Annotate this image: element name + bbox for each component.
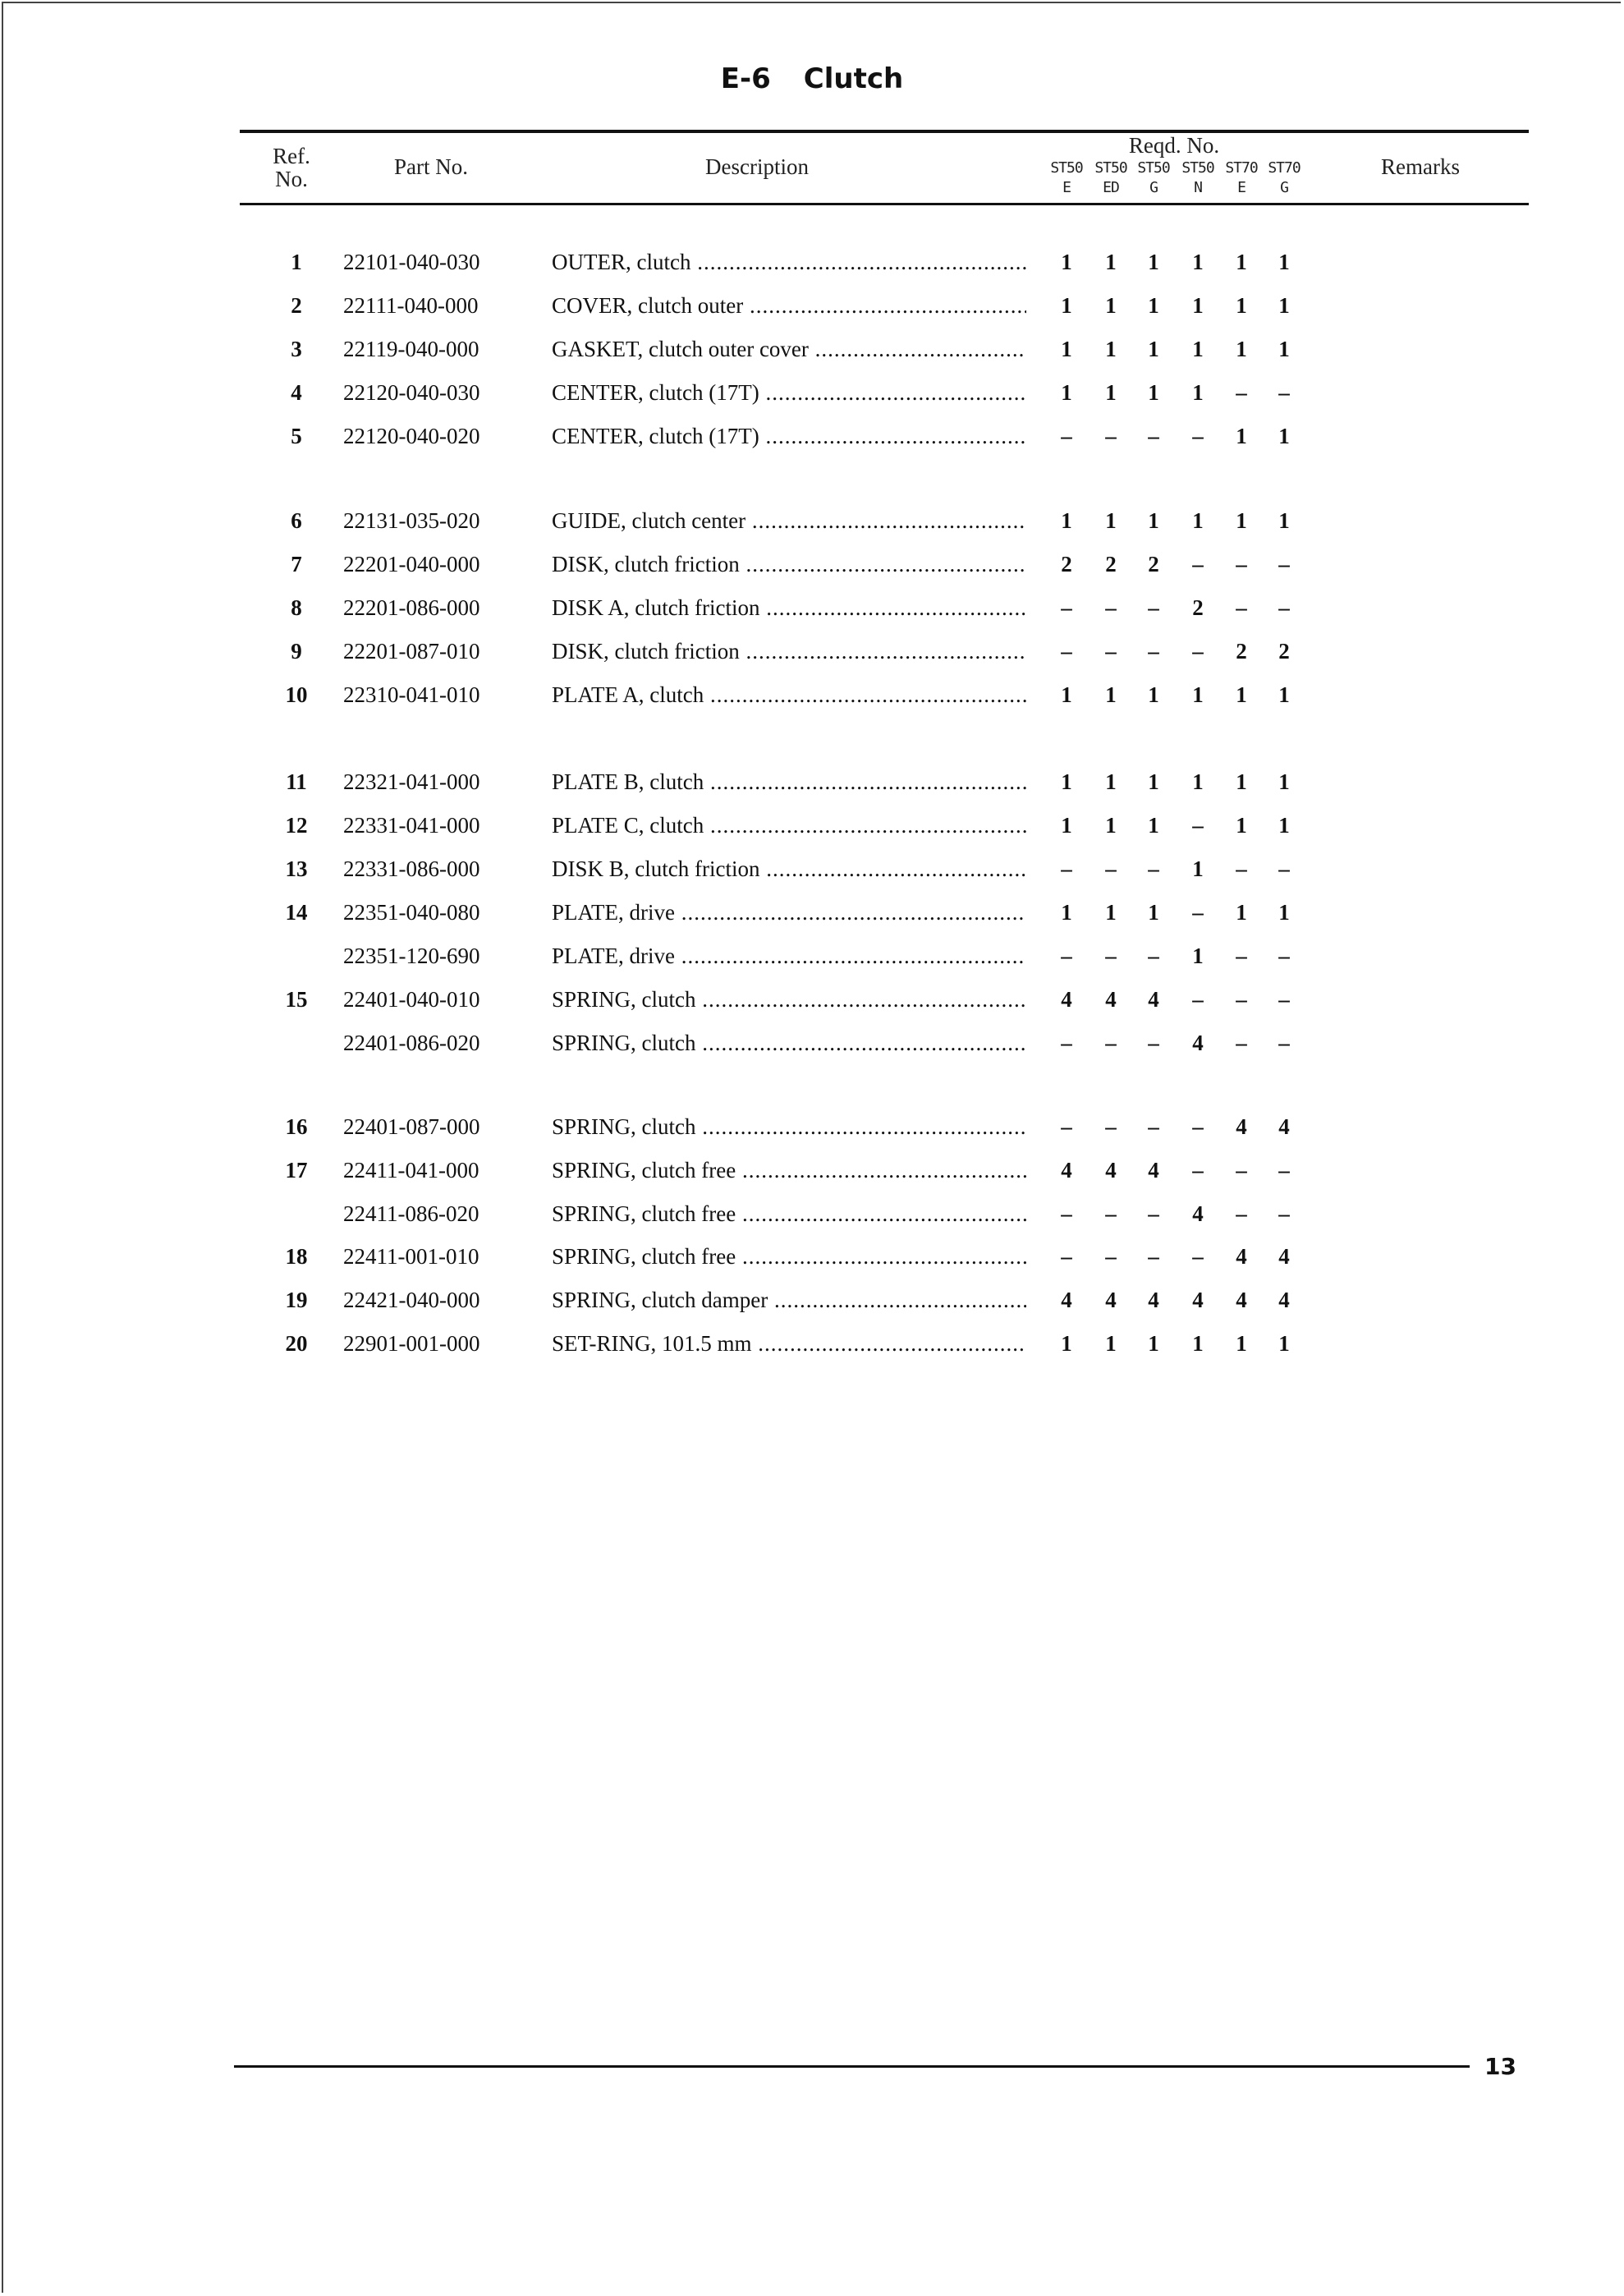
quantity-cell: 1 <box>1192 337 1204 361</box>
quantity-cell: – <box>1192 1244 1204 1269</box>
quantity-cell: – <box>1061 1114 1072 1139</box>
quantity-cell: 1 <box>1061 250 1072 274</box>
model-line2: G <box>1280 179 1288 196</box>
part-description: CENTER, clutch (17T) ..... <box>552 420 1026 452</box>
part-description: PLATE C, clutch ..... <box>552 809 1026 842</box>
table-row <box>0 1110 1624 1143</box>
quantity-cell: – <box>1148 1114 1159 1139</box>
part-number: 22411-041-000 <box>343 1158 479 1182</box>
ref-number: 9 <box>291 639 302 664</box>
quantity-cell: 1 <box>1278 682 1290 707</box>
quantity-cell: – <box>1061 595 1072 620</box>
quantity-cell: 1 <box>1105 508 1117 533</box>
quantity-cell: 1 <box>1278 769 1290 794</box>
part-description: PLATE B, clutch ..... <box>552 765 1026 798</box>
quantity-cell: 1 <box>1105 337 1117 361</box>
quantity-cell: 1 <box>1061 813 1072 838</box>
part-number: 22119-040-000 <box>343 337 479 361</box>
quantity-cell: 4 <box>1278 1114 1290 1139</box>
model-line1: ST50 <box>1137 159 1170 177</box>
quantity-cell: – <box>1278 1158 1290 1182</box>
part-description: SPRING, clutch ..... <box>552 1026 1026 1059</box>
quantity-cell: 4 <box>1278 1244 1290 1269</box>
part-number: 22421-040-000 <box>343 1288 480 1312</box>
quantity-cell: – <box>1278 987 1290 1012</box>
model-line2: G <box>1149 179 1158 196</box>
header-ref-line2: No. <box>275 167 308 191</box>
quantity-cell: 1 <box>1105 769 1117 794</box>
table-row <box>0 246 1624 278</box>
ref-number: 7 <box>291 552 302 576</box>
table-row <box>0 1026 1624 1059</box>
quantity-cell: 4 <box>1236 1244 1247 1269</box>
quantity-cell: 1 <box>1192 250 1204 274</box>
quantity-cell: 1 <box>1061 380 1072 405</box>
ref-number: 16 <box>285 1114 308 1139</box>
quantity-cell: 1 <box>1236 508 1247 533</box>
quantity-cell: 1 <box>1278 1331 1290 1356</box>
quantity-cell: 1 <box>1278 424 1290 448</box>
quantity-cell: 1 <box>1192 682 1204 707</box>
quantity-cell: 4 <box>1061 987 1072 1012</box>
table-row <box>0 678 1624 711</box>
model-line1: ST70 <box>1225 159 1258 177</box>
part-description: SPRING, clutch ..... <box>552 1110 1026 1143</box>
quantity-cell: 1 <box>1105 813 1117 838</box>
quantity-cell: – <box>1236 380 1247 405</box>
quantity-cell: 2 <box>1105 552 1117 576</box>
model-column-header <box>1044 158 1089 198</box>
table-row <box>0 289 1624 322</box>
quantity-cell: 1 <box>1278 250 1290 274</box>
ref-number: 1 <box>291 250 302 274</box>
part-number: 22201-040-000 <box>343 552 480 576</box>
quantity-cell: 1 <box>1061 337 1072 361</box>
quantity-cell: – <box>1105 856 1117 881</box>
quantity-cell: – <box>1192 1158 1204 1182</box>
quantity-cell: – <box>1236 595 1247 620</box>
quantity-cell: 1 <box>1061 900 1072 925</box>
quantity-cell: – <box>1278 1031 1290 1055</box>
quantity-cell: 1 <box>1105 380 1117 405</box>
quantity-cell: 4 <box>1105 987 1117 1012</box>
part-number: 22351-120-690 <box>343 944 480 968</box>
quantity-cell: – <box>1236 856 1247 881</box>
quantity-cell: – <box>1148 1244 1159 1269</box>
quantity-cell: – <box>1061 1244 1072 1269</box>
quantity-cell: 1 <box>1148 508 1159 533</box>
part-description: DISK, clutch friction ..... <box>552 635 1026 668</box>
quantity-cell: – <box>1061 639 1072 664</box>
quantity-cell: – <box>1061 424 1072 448</box>
part-number: 22411-086-020 <box>343 1201 479 1226</box>
quantity-cell: – <box>1148 639 1159 664</box>
quantity-cell: 4 <box>1148 1288 1159 1312</box>
quantity-cell: – <box>1236 1158 1247 1182</box>
part-description: GASKET, clutch outer cover ..... <box>552 333 1026 365</box>
table-row <box>0 852 1624 885</box>
quantity-cell: 1 <box>1061 769 1072 794</box>
quantity-cell: 2 <box>1236 639 1247 664</box>
quantity-cell: 1 <box>1192 293 1204 318</box>
quantity-cell: – <box>1278 944 1290 968</box>
model-line2: E <box>1062 179 1071 196</box>
quantity-cell: 2 <box>1148 552 1159 576</box>
quantity-cell: – <box>1236 987 1247 1012</box>
table-row <box>0 548 1624 581</box>
table-row <box>0 765 1624 798</box>
quantity-cell: 1 <box>1192 508 1204 533</box>
part-description: SPRING, clutch free ..... <box>552 1240 1026 1273</box>
quantity-cell: 1 <box>1192 380 1204 405</box>
quantity-cell: 1 <box>1105 250 1117 274</box>
quantity-cell: 1 <box>1148 682 1159 707</box>
quantity-cell: – <box>1148 595 1159 620</box>
quantity-cell: – <box>1105 639 1117 664</box>
table-row <box>0 939 1624 972</box>
quantity-cell: 4 <box>1105 1158 1117 1182</box>
quantity-cell: – <box>1236 944 1247 968</box>
ref-number: 6 <box>291 508 302 533</box>
quantity-cell: 4 <box>1236 1288 1247 1312</box>
header-description: Description <box>705 154 809 179</box>
part-description: SPRING, clutch damper ..... <box>552 1283 1026 1316</box>
quantity-cell: – <box>1192 1114 1204 1139</box>
quantity-cell: – <box>1278 595 1290 620</box>
part-number: 22111-040-000 <box>343 293 479 318</box>
part-description: PLATE, drive ..... <box>552 896 1026 929</box>
part-number: 22131-035-020 <box>343 508 480 533</box>
part-number: 22201-086-000 <box>343 595 480 620</box>
part-description: COVER, clutch outer ..... <box>552 289 1026 322</box>
ref-number: 15 <box>285 987 308 1012</box>
page-title <box>0 62 1624 95</box>
quantity-cell: 1 <box>1192 944 1204 968</box>
quantity-cell: 4 <box>1148 1158 1159 1182</box>
part-number: 22310-041-010 <box>343 682 480 707</box>
table-row <box>0 420 1624 452</box>
quantity-cell: – <box>1278 552 1290 576</box>
table-row <box>0 1327 1624 1360</box>
quantity-cell: – <box>1278 380 1290 405</box>
quantity-cell: 1 <box>1236 293 1247 318</box>
model-column-header <box>1131 158 1176 198</box>
ref-number: 5 <box>291 424 302 448</box>
ref-number: 19 <box>285 1288 308 1312</box>
quantity-cell: 1 <box>1148 293 1159 318</box>
header-reqd-no: Reqd. No. <box>1128 133 1220 158</box>
quantity-cell: – <box>1061 1031 1072 1055</box>
part-number: 22101-040-030 <box>343 250 480 274</box>
part-number: 22351-040-080 <box>343 900 480 925</box>
part-number: 22331-086-000 <box>343 856 480 881</box>
model-column-header <box>1089 158 1133 198</box>
quantity-cell: 1 <box>1278 293 1290 318</box>
ref-number: 2 <box>291 293 302 318</box>
part-description: PLATE A, clutch ..... <box>552 678 1026 711</box>
header-bottom-rule <box>240 203 1529 205</box>
quantity-cell: 1 <box>1236 769 1247 794</box>
quantity-cell: 4 <box>1192 1031 1204 1055</box>
table-row <box>0 635 1624 668</box>
quantity-cell: – <box>1192 552 1204 576</box>
quantity-cell: 1 <box>1061 508 1072 533</box>
ref-number: 20 <box>285 1331 308 1356</box>
quantity-cell: 2 <box>1061 552 1072 576</box>
part-description: SPRING, clutch free ..... <box>552 1197 1026 1230</box>
quantity-cell: 1 <box>1061 682 1072 707</box>
ref-number: 17 <box>285 1158 308 1182</box>
quantity-cell: – <box>1061 1201 1072 1226</box>
quantity-cell: 4 <box>1192 1288 1204 1312</box>
model-line2: E <box>1237 179 1246 196</box>
quantity-cell: 1 <box>1278 813 1290 838</box>
quantity-cell: – <box>1105 424 1117 448</box>
part-description: OUTER, clutch ..... <box>552 246 1026 278</box>
quantity-cell: – <box>1105 1114 1117 1139</box>
ref-number: 14 <box>285 900 308 925</box>
ref-number: 8 <box>291 595 302 620</box>
footer-rule <box>234 2065 1470 2068</box>
table-row <box>0 809 1624 842</box>
ref-number: 12 <box>285 813 308 838</box>
quantity-cell: 1 <box>1192 856 1204 881</box>
quantity-cell: 1 <box>1105 900 1117 925</box>
quantity-cell: 1 <box>1236 682 1247 707</box>
ref-number: 3 <box>291 337 302 361</box>
quantity-cell: – <box>1148 424 1159 448</box>
quantity-cell: 4 <box>1192 1201 1204 1226</box>
quantity-cell: 1 <box>1148 250 1159 274</box>
table-row <box>0 591 1624 624</box>
model-column-header <box>1262 158 1306 198</box>
header-remarks: Remarks <box>1381 154 1460 179</box>
ref-number: 10 <box>285 682 308 707</box>
quantity-cell: 1 <box>1278 508 1290 533</box>
quantity-cell: – <box>1105 1201 1117 1226</box>
quantity-cell: 1 <box>1148 1331 1159 1356</box>
part-number: 22411-001-010 <box>343 1244 479 1269</box>
model-line2: N <box>1194 179 1202 196</box>
quantity-cell: 1 <box>1278 900 1290 925</box>
quantity-cell: 4 <box>1148 987 1159 1012</box>
quantity-cell: 1 <box>1105 293 1117 318</box>
quantity-cell: – <box>1148 1201 1159 1226</box>
quantity-cell: – <box>1061 856 1072 881</box>
quantity-cell: 4 <box>1278 1288 1290 1312</box>
quantity-cell: 1 <box>1105 682 1117 707</box>
header-part-no: Part No. <box>394 154 468 179</box>
quantity-cell: 1 <box>1148 337 1159 361</box>
table-row <box>0 896 1624 929</box>
quantity-cell: 1 <box>1236 1331 1247 1356</box>
quantity-cell: 1 <box>1236 424 1247 448</box>
quantity-cell: 1 <box>1278 337 1290 361</box>
table-row <box>0 983 1624 1016</box>
quantity-cell: 1 <box>1148 769 1159 794</box>
quantity-cell: 1 <box>1192 1331 1204 1356</box>
quantity-cell: 4 <box>1061 1288 1072 1312</box>
quantity-cell: 1 <box>1148 900 1159 925</box>
part-description: PLATE, drive ..... <box>552 939 1026 972</box>
quantity-cell: 1 <box>1236 250 1247 274</box>
quantity-cell: – <box>1105 944 1117 968</box>
quantity-cell: – <box>1148 1031 1159 1055</box>
quantity-cell: – <box>1192 639 1204 664</box>
quantity-cell: – <box>1236 552 1247 576</box>
table-row <box>0 1197 1624 1230</box>
quantity-cell: 1 <box>1148 813 1159 838</box>
header-ref-no <box>246 145 337 191</box>
quantity-cell: 4 <box>1236 1114 1247 1139</box>
quantity-cell: – <box>1236 1201 1247 1226</box>
model-line1: ST50 <box>1050 159 1083 177</box>
quantity-cell: 4 <box>1105 1288 1117 1312</box>
page-number: 13 <box>1484 2053 1516 2080</box>
header-top-rule <box>240 130 1529 133</box>
quantity-cell: 1 <box>1061 293 1072 318</box>
part-number: 22401-086-020 <box>343 1031 480 1055</box>
quantity-cell: – <box>1105 595 1117 620</box>
quantity-cell: 1 <box>1192 769 1204 794</box>
quantity-cell: 1 <box>1236 813 1247 838</box>
model-line1: ST50 <box>1181 159 1214 177</box>
quantity-cell: 1 <box>1105 1331 1117 1356</box>
quantity-cell: 1 <box>1236 900 1247 925</box>
quantity-cell: – <box>1192 987 1204 1012</box>
ref-number: 11 <box>286 769 307 794</box>
quantity-cell: 1 <box>1236 337 1247 361</box>
model-column-header <box>1176 158 1220 198</box>
part-description: SPRING, clutch ..... <box>552 983 1026 1016</box>
quantity-cell: – <box>1061 944 1072 968</box>
table-row <box>0 333 1624 365</box>
quantity-cell: – <box>1105 1244 1117 1269</box>
table-row <box>0 1240 1624 1273</box>
part-number: 22120-040-030 <box>343 380 480 405</box>
section-name: Clutch <box>803 62 904 95</box>
quantity-cell: 2 <box>1192 595 1204 620</box>
quantity-cell: – <box>1192 900 1204 925</box>
quantity-cell: – <box>1236 1031 1247 1055</box>
quantity-cell: – <box>1148 856 1159 881</box>
part-description: DISK A, clutch friction ..... <box>552 591 1026 624</box>
header-ref-line1: Ref. <box>273 144 310 168</box>
part-description: GUIDE, clutch center ..... <box>552 504 1026 537</box>
model-column-header <box>1219 158 1264 198</box>
quantity-cell: – <box>1105 1031 1117 1055</box>
part-description: DISK B, clutch friction ..... <box>552 852 1026 885</box>
ref-number: 4 <box>291 380 302 405</box>
quantity-cell: – <box>1192 813 1204 838</box>
part-number: 22901-001-000 <box>343 1331 480 1356</box>
part-number: 22401-087-000 <box>343 1114 480 1139</box>
quantity-cell: 2 <box>1278 639 1290 664</box>
part-description: SET-RING, 101.5 mm ..... <box>552 1327 1026 1360</box>
table-row <box>0 504 1624 537</box>
table-row <box>0 1283 1624 1316</box>
part-number: 22401-040-010 <box>343 987 480 1012</box>
quantity-cell: – <box>1278 1201 1290 1226</box>
part-description: CENTER, clutch (17T) ..... <box>552 376 1026 409</box>
quantity-cell: – <box>1192 424 1204 448</box>
quantity-cell: 1 <box>1148 380 1159 405</box>
part-number: 22120-040-020 <box>343 424 480 448</box>
model-line1: ST50 <box>1094 159 1127 177</box>
quantity-cell: 1 <box>1061 1331 1072 1356</box>
part-number: 22201-087-010 <box>343 639 480 664</box>
part-number: 22321-041-000 <box>343 769 480 794</box>
model-line2: ED <box>1103 179 1119 196</box>
ref-number: 13 <box>285 856 308 881</box>
quantity-cell: – <box>1148 944 1159 968</box>
model-line1: ST70 <box>1268 159 1301 177</box>
table-row <box>0 1154 1624 1187</box>
table-row <box>0 376 1624 409</box>
quantity-cell: 4 <box>1061 1158 1072 1182</box>
ref-number: 18 <box>285 1244 308 1269</box>
section-code: E-6 <box>720 62 771 95</box>
part-description: SPRING, clutch free ..... <box>552 1154 1026 1187</box>
part-number: 22331-041-000 <box>343 813 480 838</box>
part-description: DISK, clutch friction ..... <box>552 548 1026 581</box>
quantity-cell: – <box>1278 856 1290 881</box>
